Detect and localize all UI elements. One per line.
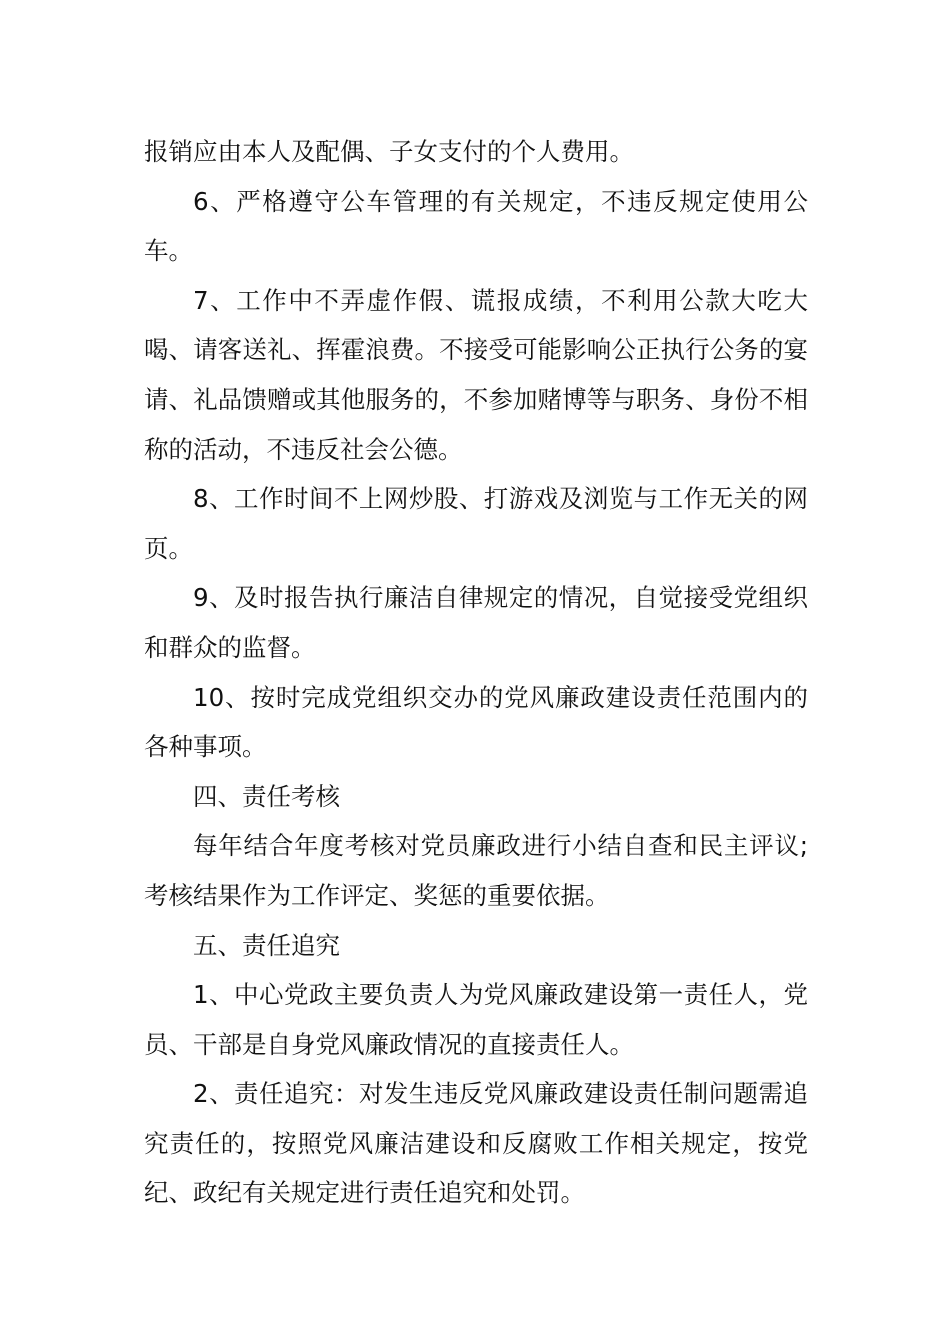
paragraph-item-7: 7、工作中不弄虚作假、谎报成绩，不利用公款大吃大喝、请客送礼、挥霍浪费。不接受可能影响公正执行公务的宴请、礼品馈赠或其他服务的，不参加赌博等与职务、身份不相称的活动，不违反社会公德。 xyxy=(144,285,808,464)
paragraph-item-8: 8、工作时间不上网炒股、打游戏及浏览与工作无关的网页。 xyxy=(144,484,808,563)
paragraph-item-10: 10、按时完成党组织交办的党风廉政建设责任范围内的各种事项。 xyxy=(144,682,808,762)
paragraph-continuation: 报销应由本人及配偶、子女支付的个人费用。 xyxy=(144,137,634,166)
section-heading-responsibility-assessment: 四、责任考核 xyxy=(193,781,340,811)
paragraph-accountability-1: 1、中心党政主要负责人为党风廉政建设第一责任人，党员、干部是自身党风廉政情况的直接责任人。 xyxy=(144,980,808,1059)
paragraph-item-9: 9、及时报告执行廉洁自律规定的情况，自觉接受党组织和群众的监督。 xyxy=(144,583,808,662)
paragraph-item-6: 6、严格遵守公车管理的有关规定，不违反规定使用公车。 xyxy=(144,186,808,266)
paragraph-assessment: 每年结合年度考核对党员廉政进行小结自查和民主评议;考核结果作为工作评定、奖惩的重要依据。 xyxy=(144,831,808,910)
paragraph-accountability-2: 2、责任追究：对发生违反党风廉政建设责任制问题需追究责任的，按照党风廉洁建设和反腐败工作相关规定，按党纪、政纪有关规定进行责任追究和处罚。 xyxy=(144,1079,808,1208)
section-heading-accountability: 五、责任追究 xyxy=(193,930,340,960)
document-body xyxy=(144,127,808,1218)
